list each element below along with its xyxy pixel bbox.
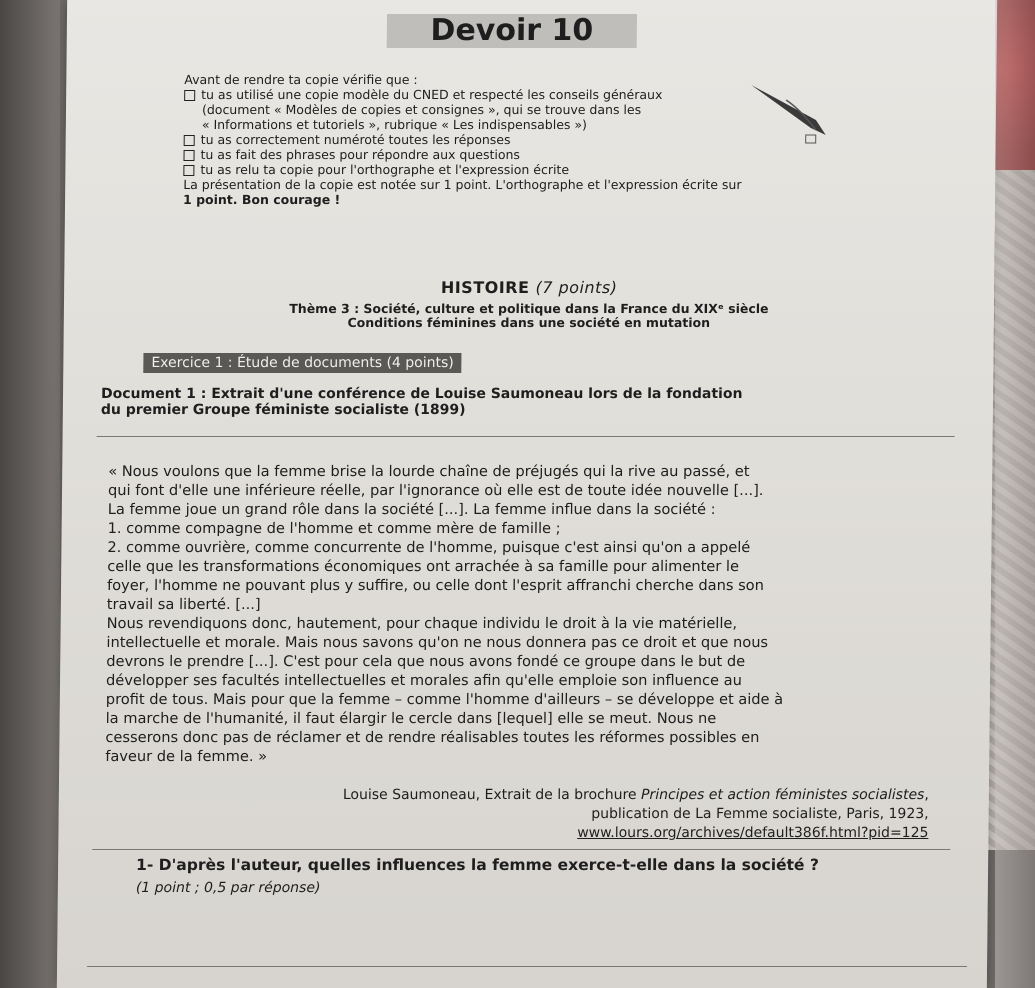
intro-block (183, 72, 824, 207)
document-title: Document 1 : Extrait d'une conférence de Louise Saumoneau lors de la fondation du premier Groupe féministe socialiste (1899) (100, 386, 743, 418)
checklist-item: tu as correctement numéroté toutes les réponses (184, 132, 824, 147)
quote-line: devrons le prendre [...]. C'est pour cela que nous avons fondé ce groupe dans le but de (106, 653, 746, 670)
question-points: (1 point ; 0,5 par réponse) (135, 880, 321, 896)
intro-lead: Avant de rendre ta copie vérifie que : (184, 72, 418, 87)
quote-line: qui font d'elle une inférieure réelle, par l'ignorance où elle est de toute idée nouvelle [...]. (107, 482, 764, 499)
checkbox-icon (183, 165, 194, 176)
section-theme: Thème 3 : Société, culture et politique dans la France du XIXᵉ siècle Conditions féminines dans une société en mutation (289, 301, 769, 330)
quote-line: Nous revendiquons donc, hautement, pour chaque individu le droit à la vie matérielle, (106, 615, 738, 632)
quote-line: 1. comme compagne de l'homme et comme mère de famille ; (107, 520, 561, 537)
quote-line: celle que les transformations économiques ont arrachée à sa famille pour alimenter le (107, 558, 740, 575)
quote-line: La femme joue un grand rôle dans la société [...]. La femme influe dans la société : (107, 501, 716, 518)
presentation-note: La présentation de la copie est notée sur 1 point. L'orthographe et l'expression écrite sur (183, 177, 742, 192)
checkbox-icon (183, 150, 194, 161)
document-page (57, 0, 997, 988)
exercise-label: Exercice 1 : Étude de documents (4 points) (143, 353, 462, 373)
checklist-item: tu as fait des phrases pour répondre aux questions (183, 147, 823, 162)
page-title: Devoir 10 (430, 13, 594, 48)
quote-line: profit de tous. Mais pour que la femme – comme l'homme d'ailleurs – se développe et aide à (105, 691, 784, 708)
quote-line: foyer, l'homme ne pouvant plus y suffire, ou celle dont l'esprit affranchi cherche dans son (106, 577, 765, 594)
quote-line: faveur de la femme. » (105, 748, 268, 765)
quote-text (105, 462, 938, 766)
checklist-item: tu as utilisé une copie modèle du CNED et respecté les conseils généraux (184, 87, 824, 102)
source-link[interactable]: www.lours.org/archives/default386f.html?pid=125 (577, 825, 929, 841)
checklist-detail: « Informations et tutoriels », rubrique « Les indispensables ») (201, 117, 588, 132)
background-right (995, 0, 1035, 988)
checkbox-icon (184, 90, 195, 101)
quote-line: travail sa liberté. [...] (106, 596, 261, 613)
quote-line: développer ses facultés intellectuelles et morales afin qu'elle emploie son influence au (105, 672, 742, 689)
quote-line: 2. comme ouvrière, comme concurrente de l'homme, puisque c'est ainsi qu'on a appelé (107, 539, 751, 556)
quote-line: « Nous voulons que la femme brise la lourde chaîne de préjugés qui la rive au passé, et (108, 463, 750, 480)
presentation-note-end: 1 point. Bon courage ! (183, 192, 341, 207)
background-left (0, 0, 60, 988)
quote-line: cesserons donc pas de réclamer et de rendre réalisables toutes les réformes possibles en (105, 729, 760, 746)
section-heading: HISTOIRE (7 points) (440, 278, 618, 297)
quote-source: Louise Saumoneau, Extrait de la brochure Principes et action féministes socialistes, publication de La Femme socialiste, Paris, 1923, www.lours.org/archives/default386f.html?pid=125 (342, 787, 929, 841)
checkbox-icon (184, 135, 195, 146)
quote-line: la marche de l'humanité, il faut élargir le cercle dans [lequel] elle se meut. Nous ne (105, 710, 717, 727)
question-1: 1- D'après l'auteur, quelles influences la femme exerce-t-elle dans la société ? (136, 856, 819, 874)
checklist-item: tu as relu ta copie pour l'orthographe et l'expression écrite (183, 162, 823, 177)
quote-line: intellectuelle et morale. Mais nous savons qu'on ne nous donnera pas ce droit et que nous (106, 634, 769, 651)
answer-line (87, 966, 967, 967)
pen-illustration-icon (745, 80, 836, 160)
checklist-detail: (document « Modèles de copies et consignes », qui se trouve dans les (201, 102, 642, 117)
